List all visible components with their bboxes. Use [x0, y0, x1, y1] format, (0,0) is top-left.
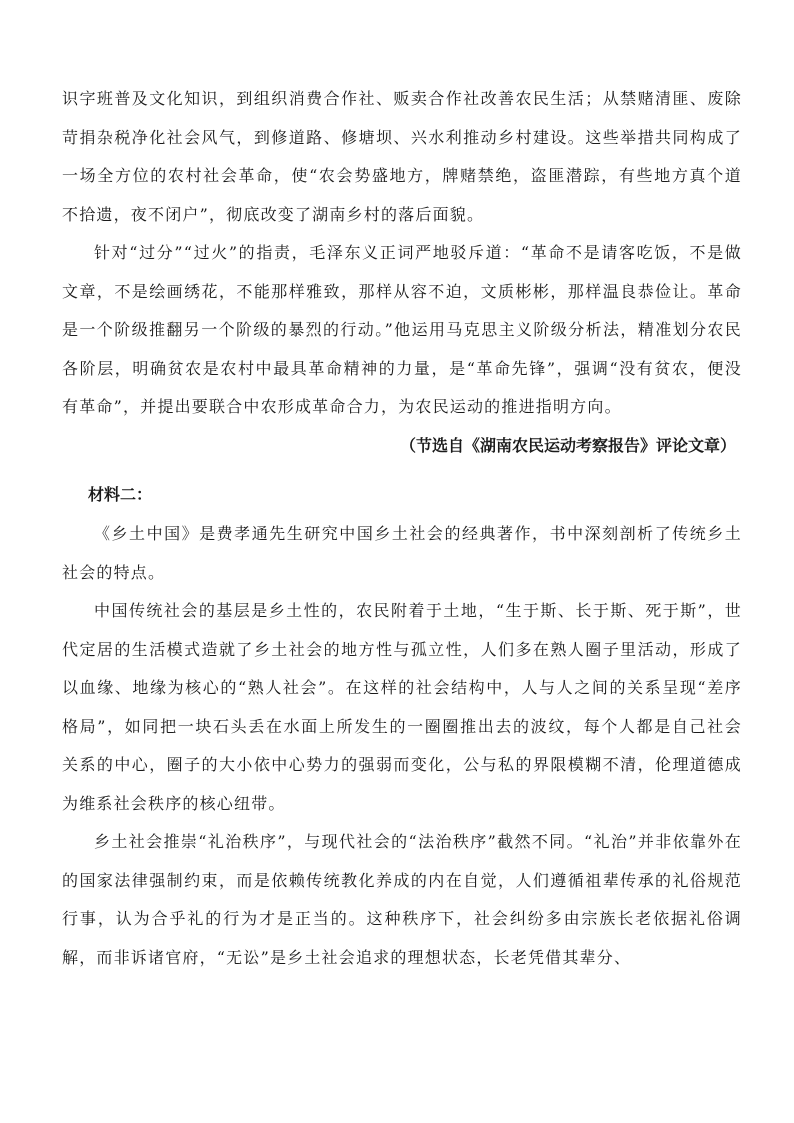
material-one-paragraph-continued: 识字班普及文化知识，到组织消费合作社、贩卖合作社改善农民生活；从禁赌清匪、废除苛捐杂税净化社会风气，到修道路、修塘坝、兴水利推动乡村建设。这些举措共同构成了一场全方位的农村社会革命，使“农会势盛地方，牌赌禁绝，盗匪潜踪，有些地方真个道不拾遗，夜不闭户”，彻底改变了湖南乡村的落后面貌。: [62, 89, 742, 224]
material-two-heading: 材料二：: [88, 485, 153, 504]
material-two-paragraph: 乡土社会推崇“礼治秩序”，与现代社会的“法治秩序”截然不同。“礼治”并非依靠外在的国家法律强制约束，而是依赖传统教化养成的内在自觉，人们遵循祖辈传承的礼俗规范行事，认为合乎礼的行为才是正当的。这种秩序下，社会纠纷多由宗族长老依据礼俗调解，而非诉诸官府，“无讼”是乡土社会追求的理想状态，长老凭借其辈分、: [62, 832, 742, 967]
material-two-paragraph: 中国传统社会的基层是乡土性的，农民附着于土地，“生于斯、长于斯、死于斯”，世代定居的生活模式造就了乡土社会的地方性与孤立性，人们多在熟人圈子里活动，形成了以血缘、地缘为核心的“熟人社会”。在这样的社会结构中，人与人之间的关系呈现“差序格局”，如同把一块石头丢在水面上所发生的一圈圈推出去的波纹，每个人都是自己社会关系的中心，圈子的大小依中心势力的强弱而变化，公与私的界限模糊不清，伦理道德成为维系社会秩序的核心纽带。: [62, 601, 742, 813]
material-one-source-citation: （节选自《湖南农民运动考察报告》评论文章）: [399, 435, 736, 455]
material-one-paragraph: 针对“过分”“过火”的指责，毛泽东义正词严地驳斥道：“革命不是请客吃饭，不是做文章，不是绘画绣花，不能那样雅致，那样从容不迫，文质彬彬，那样温良恭俭让。革命是一个阶级推翻另一个阶级的暴烈的行动。”他运用马克思主义阶级分析法，精准划分农民各阶层，明确贫农是农村中最具革命精神的力量，是“革命先锋”，强调“没有贫农，便没有革命”，并提出要联合中农形成革命合力，为农民运动的推进指明方向。: [62, 243, 742, 416]
document-page: [62, 80, 742, 977]
material-two-paragraph: 《乡土中国》是费孝通先生研究中国乡土社会的经典著作，书中深刻剖析了传统乡土社会的特点。: [62, 524, 742, 582]
